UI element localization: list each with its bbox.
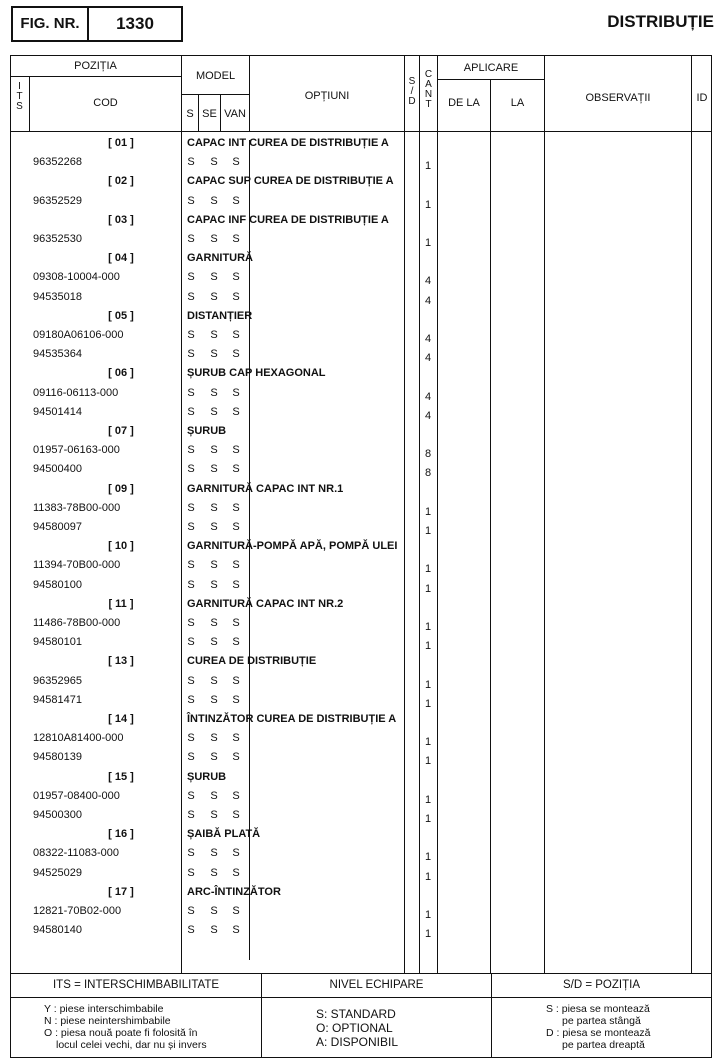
part-row (0, 406, 726, 425)
part-name: ȘURUB (187, 770, 227, 783)
figure-number: 1330 (116, 14, 154, 33)
model-availability: S (187, 751, 195, 764)
optiuni-header: OPȚIUNI (304, 90, 350, 102)
position-number: [ 16 ] (108, 828, 134, 841)
model-availability: S (232, 405, 240, 418)
model-availability: S (210, 405, 218, 418)
part-name: DISTANȚIER (187, 309, 253, 322)
part-code: 09180A06106-000 (33, 329, 124, 341)
model-availability: S (232, 674, 240, 687)
part-row (0, 502, 726, 521)
part-code: 08322-11083-000 (33, 847, 120, 860)
part-row (0, 694, 726, 713)
model-availability: S (210, 617, 218, 629)
part-row (0, 617, 726, 636)
part-quantity: 1 (424, 851, 432, 864)
sd-legend-line: pe partea stângă (562, 1015, 641, 1027)
part-quantity: 1 (424, 813, 432, 825)
part-row (0, 271, 726, 290)
model-availability: S (187, 521, 195, 533)
model-availability: S (210, 233, 218, 245)
header-divider (182, 94, 249, 95)
footer-divider (10, 997, 712, 998)
part-row (0, 847, 726, 866)
model-availability: S (210, 501, 218, 514)
header-divider (10, 76, 181, 77)
part-quantity: 1 (424, 697, 432, 710)
model-availability: S (232, 559, 240, 572)
model-availability: S (187, 732, 195, 745)
id-header: ID (696, 92, 708, 104)
model-availability: S (232, 866, 240, 879)
model-availability: S (187, 290, 195, 303)
part-code: 12810A81400-000 (33, 732, 124, 745)
part-code: 09116-06113-000 (33, 386, 119, 399)
position-row (0, 713, 726, 732)
model-header: MODEL (195, 70, 236, 82)
part-name: CAPAC SUP CUREA DE DISTRIBUȚIE A (187, 175, 394, 188)
part-row (0, 559, 726, 578)
model-availability: S (210, 751, 218, 764)
model-availability: S (187, 674, 195, 687)
position-number: [ 11 ] (108, 597, 134, 610)
position-number: [ 02 ] (108, 175, 134, 188)
model-availability: S (187, 233, 195, 245)
model-availability: S (232, 271, 240, 284)
part-quantity: 8 (424, 467, 432, 480)
model-availability: S (210, 290, 218, 303)
figure-label: FIG. NR. (13, 8, 89, 40)
cant-header: C A N T (424, 69, 433, 110)
its-header: I T S (16, 81, 23, 112)
its-legend-line: locul celei vechi, dar nu și invers (56, 1039, 207, 1051)
part-row (0, 809, 726, 828)
nivel-legend-line: S: STANDARD (316, 1007, 396, 1021)
part-row (0, 329, 726, 348)
model-availability: S (187, 809, 195, 821)
header-bottom-line (10, 131, 712, 132)
sd-header: S / D (408, 76, 416, 107)
model-availability: S (187, 866, 195, 879)
nivel-legend-line: A: DISPONIBIL (316, 1035, 399, 1049)
position-number: [ 14 ] (108, 713, 134, 725)
part-name: ARC-ÎNTINZĂTOR (187, 885, 281, 898)
part-code: 96352268 (33, 156, 82, 169)
part-quantity: 1 (424, 160, 432, 173)
part-quantity: 4 (424, 333, 432, 345)
model-availability: S (232, 329, 240, 341)
model-availability: S (187, 789, 195, 802)
part-quantity: 4 (424, 390, 432, 403)
model-availability: S (232, 233, 240, 245)
part-quantity: 1 (424, 563, 432, 576)
its-legend-line: O : piesa nouă poate fi folosită în (44, 1027, 198, 1039)
model-availability: S (187, 693, 195, 706)
part-name: CAPAC INT CUREA DE DISTRIBUȚIE A (187, 137, 389, 149)
model-availability: S (232, 348, 240, 361)
model-availability: S (232, 751, 240, 764)
part-name: CUREA DE DISTRIBUȚIE (187, 655, 317, 668)
part-name: CAPAC INF CUREA DE DISTRIBUȚIE A (187, 213, 389, 226)
model-availability: S (187, 463, 195, 476)
model-availability: S (187, 444, 195, 457)
model-availability: S (187, 578, 195, 591)
part-code: 94535364 (33, 348, 82, 361)
part-row (0, 751, 726, 770)
position-row (0, 367, 726, 386)
model-van-header: VAN (224, 108, 246, 120)
part-row (0, 387, 726, 406)
part-quantity: 4 (424, 275, 432, 288)
part-quantity: 4 (424, 294, 432, 307)
part-code: 94581471 (33, 693, 82, 706)
model-availability: S (210, 693, 218, 706)
model-availability: S (187, 924, 195, 937)
position-row (0, 425, 726, 444)
nivel-legend-title: NIVEL ECHIPARE (329, 979, 424, 991)
model-availability: S (232, 924, 240, 937)
model-availability: S (210, 559, 218, 572)
part-code: 94535018 (33, 290, 82, 303)
part-quantity: 1 (424, 909, 432, 921)
part-row (0, 291, 726, 310)
position-row (0, 771, 726, 790)
aplicare-header: APLICARE (463, 62, 519, 74)
position-row (0, 252, 726, 271)
part-quantity: 1 (424, 621, 432, 633)
model-availability: S (232, 501, 240, 514)
part-quantity: 1 (424, 870, 432, 883)
part-quantity: 8 (424, 448, 432, 461)
part-code: 96352530 (33, 233, 82, 245)
part-quantity: 1 (424, 793, 432, 806)
part-code: 09308-10004-000 (33, 271, 120, 284)
model-availability: S (187, 156, 195, 169)
part-row (0, 924, 726, 943)
part-name: GARNITURĂ CAPAC INT NR.2 (187, 597, 344, 610)
part-quantity: 1 (424, 928, 432, 941)
model-availability: S (210, 578, 218, 591)
nivel-legend-line: O: OPTIONAL (316, 1021, 393, 1035)
pozitia-header: POZIȚIA (74, 60, 117, 72)
model-availability: S (187, 847, 195, 860)
position-number: [ 03 ] (108, 213, 134, 226)
model-availability: S (187, 559, 195, 572)
part-row (0, 790, 726, 809)
model-availability: S (232, 905, 240, 917)
model-availability: S (210, 789, 218, 802)
part-code: 12821-70B02-000 (33, 905, 122, 917)
its-legend-line: Y : piese interschimbabile (44, 1003, 164, 1015)
position-row (0, 540, 726, 559)
model-availability: S (232, 636, 240, 649)
part-code: 94580100 (33, 578, 82, 591)
position-row (0, 598, 726, 617)
part-code: 94580101 (33, 636, 82, 649)
model-availability: S (210, 924, 218, 937)
part-quantity: 1 (424, 736, 432, 749)
model-availability: S (232, 386, 240, 399)
its-legend-line: N : piese neintershimbabile (44, 1015, 171, 1027)
its-legend (44, 1003, 207, 1051)
position-row (0, 137, 726, 156)
model-availability: S (210, 348, 218, 361)
part-code: 96352965 (33, 674, 82, 687)
part-name: ȘURUB CAP HEXAGONAL (187, 367, 326, 380)
part-name: GARNITURĂ (187, 252, 253, 265)
part-row (0, 636, 726, 655)
part-code: 01957-08400-000 (33, 789, 120, 802)
model-availability: S (210, 463, 218, 476)
part-quantity: 1 (424, 755, 432, 768)
part-code: 96352529 (33, 194, 82, 207)
model-s-header: S (186, 108, 194, 120)
model-availability: S (232, 732, 240, 745)
model-availability: S (187, 501, 195, 514)
model-availability: S (232, 521, 240, 533)
part-row (0, 348, 726, 367)
its-legend-title: ITS = INTERSCHIMBABILITATE (52, 979, 220, 991)
model-availability: S (232, 693, 240, 706)
part-row (0, 521, 726, 540)
position-number: [ 10 ] (108, 540, 134, 553)
part-name: GARNITURĂ CAPAC INT NR.1 (187, 482, 344, 495)
model-availability: S (210, 156, 218, 169)
position-number: [ 06 ] (108, 367, 134, 380)
model-availability: S (232, 290, 240, 303)
position-row (0, 655, 726, 674)
part-quantity: 4 (424, 409, 432, 422)
model-availability: S (187, 636, 195, 649)
part-name: ÎNTINZĂTOR CUREA DE DISTRIBUȚIE A (187, 713, 397, 725)
part-quantity: 1 (424, 678, 432, 691)
position-number: [ 01 ] (108, 137, 134, 149)
model-availability: S (232, 617, 240, 629)
part-code: 94580097 (33, 521, 82, 533)
part-row (0, 905, 726, 924)
model-availability: S (187, 329, 195, 341)
part-row (0, 195, 726, 214)
part-code: 94580140 (33, 924, 82, 937)
position-row (0, 828, 726, 847)
model-availability: S (210, 809, 218, 821)
part-quantity: 1 (424, 237, 432, 249)
position-number: [ 05 ] (108, 309, 134, 322)
model-availability: S (210, 866, 218, 879)
model-availability: S (210, 386, 218, 399)
observatii-header: OBSERVAȚII (585, 92, 651, 104)
cod-header: COD (93, 97, 118, 109)
part-row (0, 444, 726, 463)
part-code: 11383-78B00-000 (33, 501, 121, 514)
part-row (0, 732, 726, 751)
model-availability: S (187, 405, 195, 418)
model-availability: S (187, 617, 195, 629)
sd-legend-line: pe partea dreaptă (562, 1039, 645, 1051)
position-number: [ 17 ] (108, 885, 134, 898)
model-availability: S (187, 271, 195, 284)
position-row (0, 886, 726, 905)
part-code: 94525029 (33, 866, 82, 879)
part-name: ȘAIBĂ PLATĂ (187, 828, 261, 841)
part-quantity: 1 (424, 505, 432, 518)
model-availability: S (232, 789, 240, 802)
sd-legend (546, 1003, 650, 1051)
part-quantity: 1 (424, 582, 432, 595)
model-availability: S (232, 578, 240, 591)
sd-legend-line: S : piesa se montează (546, 1003, 650, 1015)
footer-top-line (10, 973, 712, 974)
part-name: ȘURUB (187, 425, 227, 437)
model-availability: S (210, 674, 218, 687)
part-name: GARNITURĂ-POMPĂ APĂ, POMPĂ ULEI (187, 540, 398, 553)
nivel-legend (316, 1007, 398, 1049)
part-row (0, 156, 726, 175)
part-quantity: 1 (424, 525, 432, 537)
model-availability: S (210, 732, 218, 745)
model-availability: S (187, 386, 195, 399)
position-row (0, 310, 726, 329)
part-row (0, 675, 726, 694)
position-number: [ 15 ] (108, 770, 134, 783)
part-quantity: 4 (424, 352, 432, 365)
model-availability: S (210, 521, 218, 533)
model-availability: S (210, 847, 218, 860)
part-row (0, 463, 726, 482)
model-availability: S (210, 444, 218, 457)
part-code: 94500300 (33, 809, 82, 821)
model-availability: S (232, 156, 240, 169)
model-availability: S (232, 194, 240, 207)
model-availability: S (210, 636, 218, 649)
model-availability: S (232, 444, 240, 457)
header-divider (437, 79, 545, 80)
part-row (0, 579, 726, 598)
model-availability: S (210, 271, 218, 284)
sd-legend-line: D : piesa se montează (546, 1027, 651, 1039)
de-la-header: DE LA (448, 97, 480, 109)
model-availability: S (210, 329, 218, 341)
model-availability: S (210, 905, 218, 917)
model-availability: S (187, 905, 195, 917)
part-code: 94580139 (33, 751, 82, 764)
position-number: [ 09 ] (108, 482, 134, 495)
position-row (0, 175, 726, 194)
position-number: [ 04 ] (108, 252, 134, 265)
part-code: 94500400 (33, 463, 82, 476)
la-header: LA (510, 97, 525, 109)
model-availability: S (232, 809, 240, 821)
part-code: 94501414 (33, 405, 82, 418)
position-row (0, 483, 726, 502)
model-availability: S (232, 463, 240, 476)
part-quantity: 1 (424, 198, 432, 211)
part-row (0, 867, 726, 886)
model-availability: S (232, 847, 240, 860)
part-quantity: 1 (424, 640, 432, 653)
model-availability: S (210, 194, 218, 207)
model-se-header: SE (202, 108, 217, 120)
position-number: [ 07 ] (108, 425, 134, 437)
part-code: 01957-06163-000 (33, 444, 120, 457)
position-row (0, 214, 726, 233)
part-row (0, 233, 726, 252)
page-title: DISTRIBUȚIE (607, 12, 714, 31)
sd-legend-title: S/D = POZIȚIA (562, 979, 640, 991)
part-code: 11394-70B00-000 (33, 559, 121, 572)
model-availability: S (187, 348, 195, 361)
model-availability: S (187, 194, 195, 207)
position-number: [ 13 ] (108, 655, 134, 668)
part-code: 11486-78B00-000 (33, 617, 121, 629)
